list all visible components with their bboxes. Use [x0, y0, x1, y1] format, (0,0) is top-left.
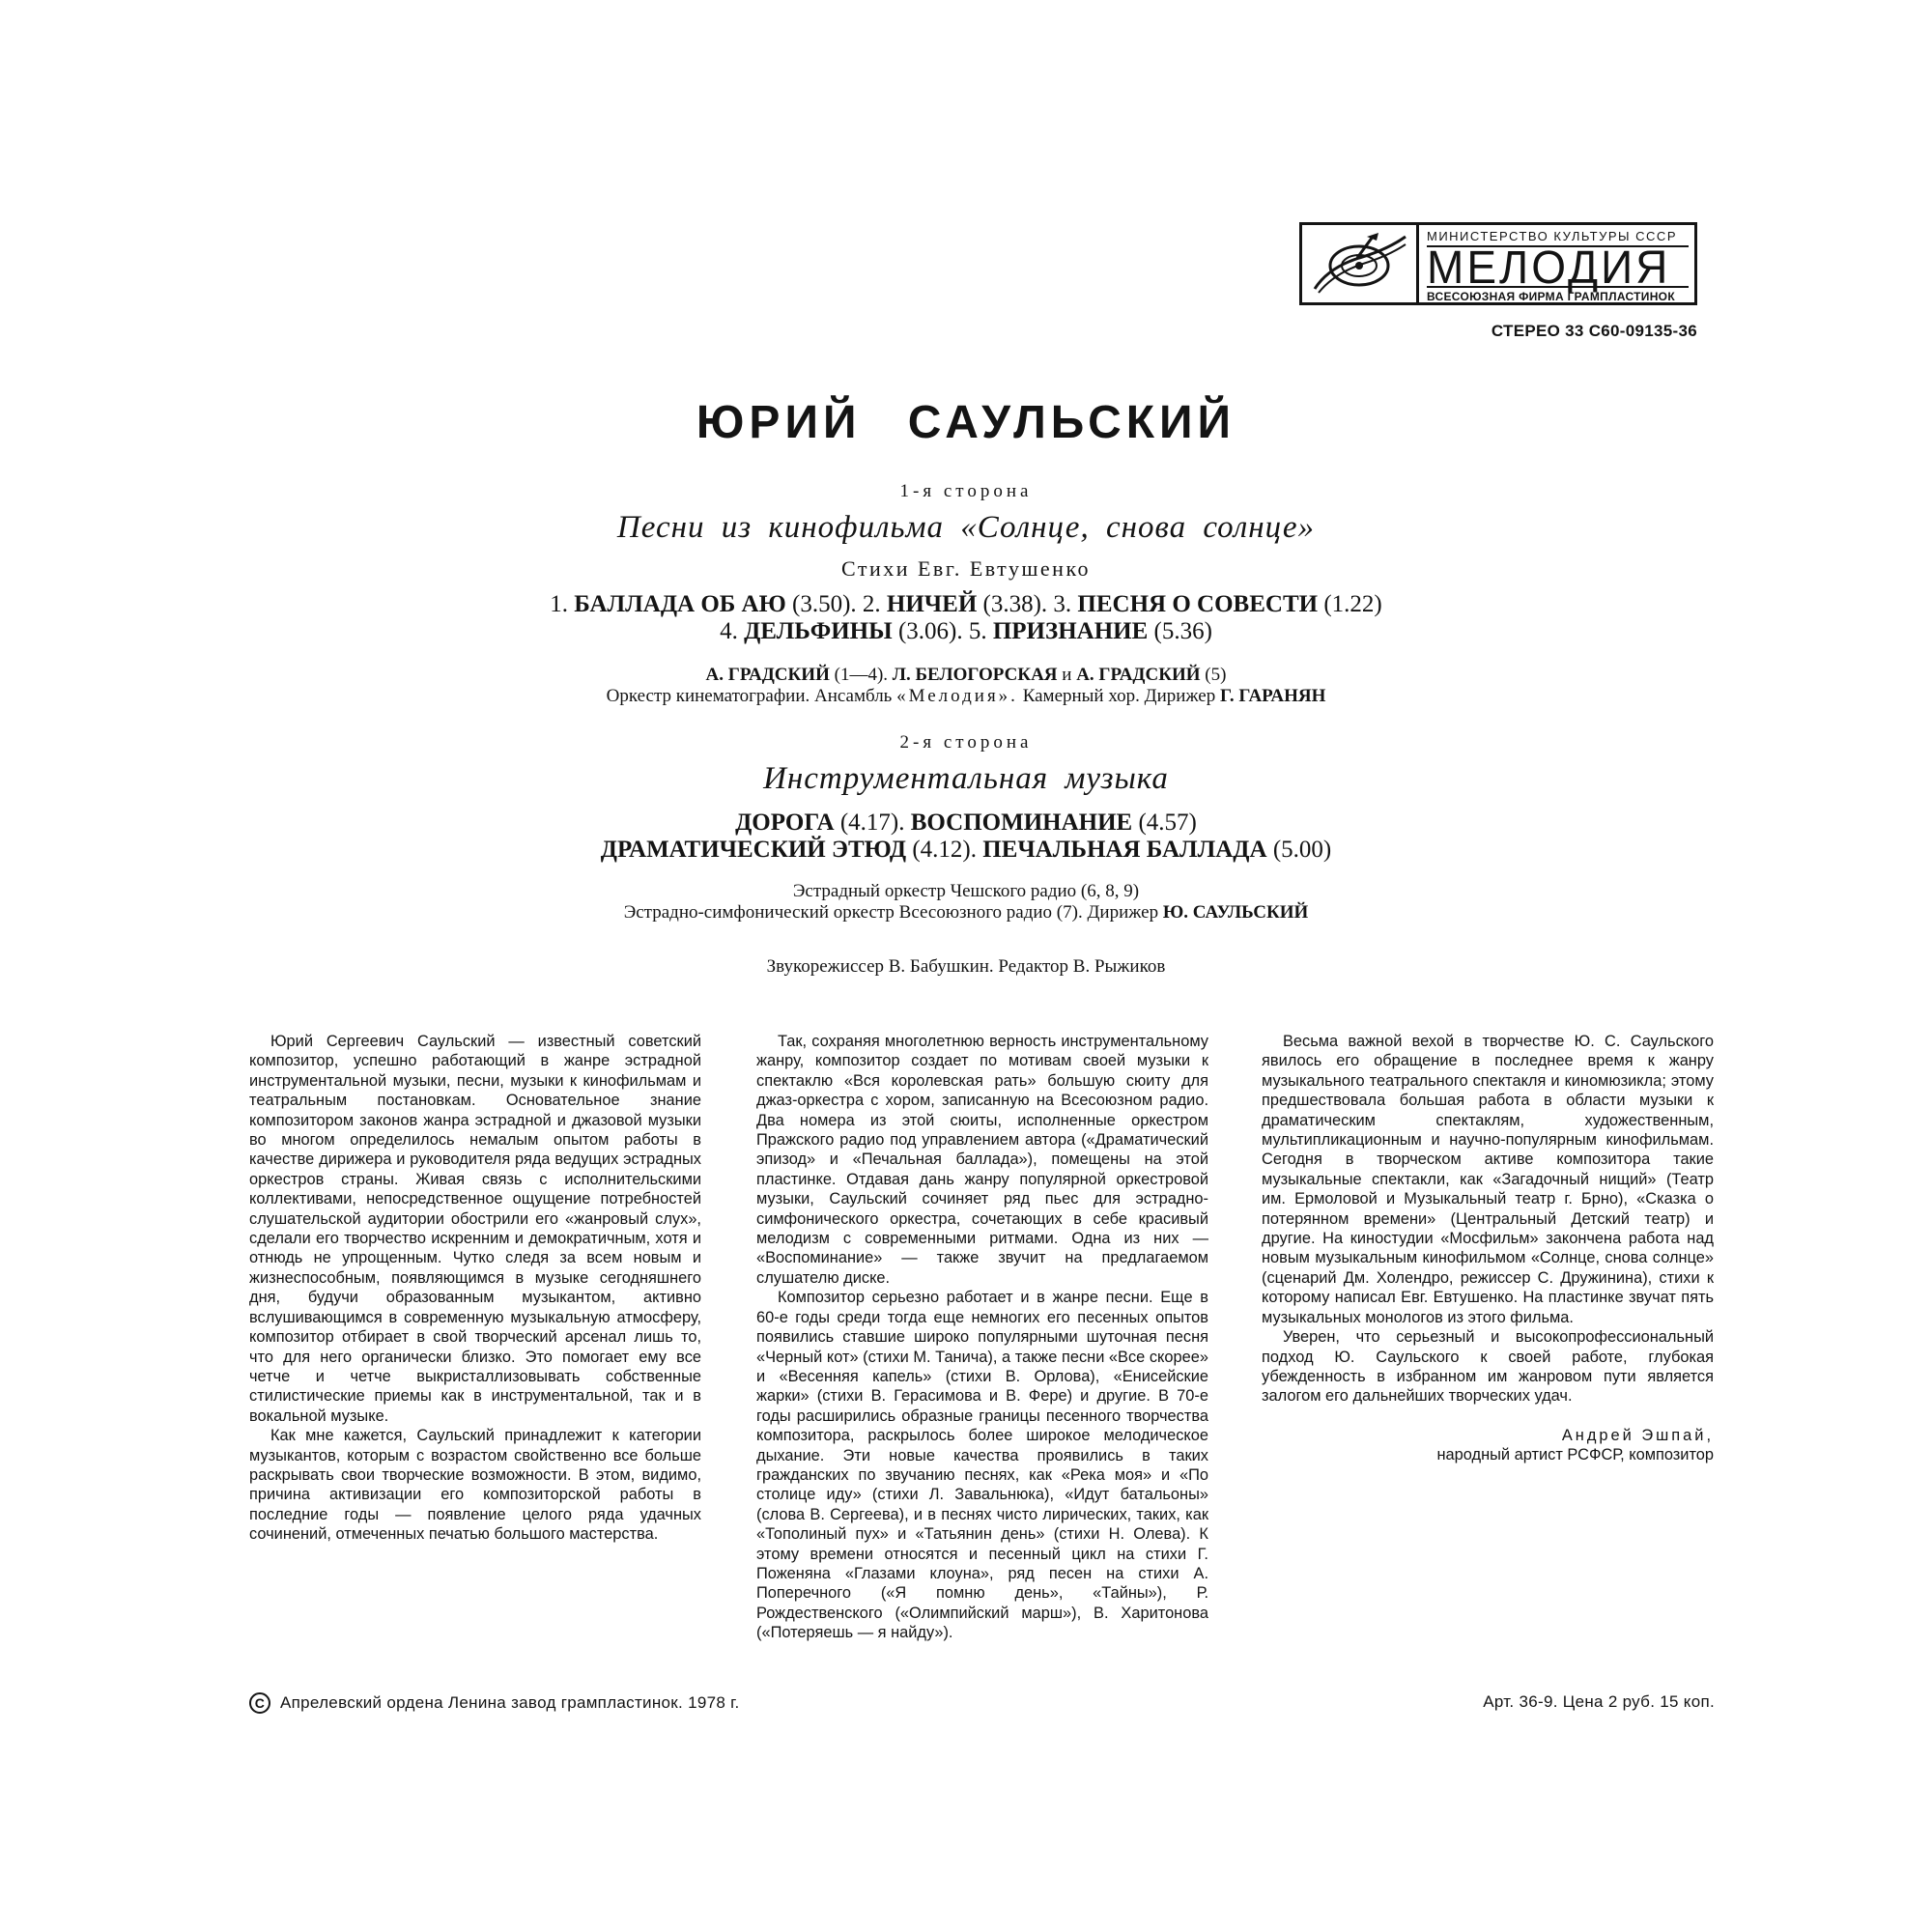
ensemble-name: «Мелодия».	[896, 686, 1018, 706]
side-1-tracks-line-1	[0, 591, 1932, 618]
side-2-title: Инструментальная музыка	[763, 761, 1169, 796]
logo-ministry: МИНИСТЕРСТВО КУЛЬТУРЫ СССР	[1427, 229, 1689, 247]
track-title: ДЕЛЬФИНЫ	[744, 618, 893, 644]
side-1-label: 1-я сторона	[899, 481, 1033, 501]
track-title: ПЕСНЯ О СОВЕСТИ	[1077, 591, 1319, 617]
track-title: ПЕЧАЛЬНАЯ БАЛЛАДА	[982, 837, 1267, 863]
track-duration: (4.12).	[912, 837, 978, 863]
artist-name: ЮРИЙ САУЛЬСКИЙ	[696, 397, 1236, 448]
track-duration: (1.22)	[1323, 591, 1382, 617]
performer-name: Л. БЕЛОГОРСКАЯ	[892, 665, 1058, 685]
signature-name: Андрей Эшпай,	[1561, 1426, 1714, 1444]
orchestra-text: Камерный хор. Дирижер	[1022, 686, 1216, 706]
track-number: 4.	[720, 618, 738, 644]
orchestra-text: Эстрадно-симфонический оркестр Всесоюзного радио (7). Дирижер	[623, 902, 1159, 923]
paragraph: Юрий Сергеевич Саульский — известный советский композитор, успешно работающий в жанре эстрадной инструментальной музыки, песни, музыки к кинофильмам и театральным постановкам. Основательное знание композитором законов жанра эстрадной и джазовой музыки во многом определилось немалым опытом работы в качестве дирижера и руководителя ряда ведущих эстрадных оркестров страны. Живая связь с исполнительскими коллективами, непосредственное ощущение потребностей слушательской аудитории обострили его «жанровый слух», сделали его творчество искренним и демократичным, хотя и отнюдь не упрощенным. Чутко следя за всем новым и жизнеспособным, появляющимся в музыке сегодняшнего дня, будучи образованным музыкантом, активно вслушивающимся в современную музыкальную атмосферу, композитор отбирает в свой творческий арсенал лишь то, что для него органически близко. Это помогает ему все четче и четче выкристаллизовывать собственные стилистические приемы как в инструментальной, так и в вокальной музыке.	[249, 1033, 701, 1425]
liner-notes-column-2	[756, 1032, 1208, 1643]
track-duration: (3.06).	[897, 618, 963, 644]
copyright-line	[249, 1692, 740, 1714]
performer-name: А. ГРАДСКИЙ	[1076, 665, 1201, 685]
performer-conjunction: и	[1062, 665, 1072, 685]
logo-firm: ВСЕСОЮЗНАЯ ФИРМА ГРАМПЛАСТИНОК	[1427, 286, 1689, 303]
melodiya-logo	[1299, 222, 1697, 305]
track-number: 3.	[1053, 591, 1072, 617]
side-2-tracks-line-1	[0, 810, 1932, 837]
track-number: 2.	[862, 591, 881, 617]
liner-notes-column-1	[249, 1032, 701, 1545]
logo-brand: МЕЛОДИЯ	[1427, 240, 1671, 294]
side-2-orchestra-1: Эстрадный оркестр Чешского радио (6, 8, 9)	[792, 881, 1140, 901]
copyright-icon: C	[249, 1692, 270, 1714]
track-title: ВОСПОМИНАНИЕ	[910, 810, 1133, 836]
orchestra-text: Оркестр кинематографии. Ансамбль	[606, 686, 893, 706]
side-2-orchestra-2	[0, 902, 1932, 923]
performer-tracks: (1—4).	[834, 665, 889, 685]
side-1-title: Песни из кинофильма «Солнце, снова солнце»	[616, 510, 1316, 545]
track-number: 5.	[968, 618, 987, 644]
performer-name: А. ГРАДСКИЙ	[705, 665, 830, 685]
track-title: ДРАМАТИЧЕСКИЙ ЭТЮД	[600, 837, 907, 863]
track-duration: (4.57)	[1138, 810, 1197, 836]
conductor-name: Г. ГАРАНЯН	[1219, 686, 1326, 706]
track-title: ПРИЗНАНИЕ	[992, 618, 1149, 644]
price: Арт. 36-9. Цена 2 руб. 15 коп.	[1483, 1692, 1715, 1711]
track-title: БАЛЛАДА ОБ АЮ	[574, 591, 786, 617]
paragraph: Весьма важной вехой в творчестве Ю. С. Саульского явилось его обращение в последнее время к жанру музыкального театрального спектакля и киномюзикла; этому предшествовала большая работа в области музыки к драматическим спектаклям, художественным, мультипликационным и научно-популярным кинофильмам. Сегодня в творческом активе композитора такие музыкальные спектакли, как «Загадочный нищий» (Театр им. Ермоловой и Музыкальный театр г. Брно), «Сказка о потерянном времени» (Центральный Детский театр) и другие. На киностудии «Мосфильм» закончена работа над новым музыкальным кинофильмом «Солнце, снова солнце» (сценарий Дм. Холендро, режиссер С. Дружинина), стихи к которому написал Евг. Евтушенко. На пластинке звучат пять музыкальных монологов из этого фильма.	[1262, 1033, 1714, 1326]
credits: Звукорежиссер В. Бабушкин. Редактор В. Рыжиков	[766, 956, 1166, 977]
track-duration: (3.50).	[792, 591, 857, 617]
side-1-tracks-line-2	[0, 618, 1932, 645]
liner-notes-column-3	[1262, 1032, 1714, 1465]
gramophone-logo-icon	[1302, 225, 1419, 302]
conductor-name: Ю. САУЛЬСКИЙ	[1162, 902, 1309, 923]
side-1-orchestra	[0, 686, 1932, 707]
track-duration: (3.38).	[982, 591, 1048, 617]
side-1-performers	[0, 665, 1932, 686]
side-1-lyrics: Стихи Евг. Евтушенко	[840, 556, 1092, 581]
paragraph: Композитор серьезно работает и в жанре песни. Еще в 60-е годы среди тогда еще немногих его песенных опытов появились ставшие широко популярными шуточная песня «Черный кот» (стихи М. Танича), а также песни «Все скорее» и «Весенняя капель» (стихи В. Орлова), «Енисейские жарки» (стихи В. Герасимова и В. Фере) и другие. В 70-е годы расширились образные границы песенного творчества композитора, раскрылось более широкое мелодическое дыхание. Эти новые качества проявились в таких гражданских по звучанию песнях, как «Река моя» и «По столице иду» (стихи Л. Завальнюка), «Идут батальоны» (слова В. Сергеева), и в песнях чисто лирических, таких, как «Тополиный пух» и «Татьянин день» (стихи Н. Олева). К этому времени относятся и песенный цикл на стихи Г. Поженяна «Глазами клоуна», ряд песен на стихи А. Поперечного («Я помню день», «Тайны»), Р. Рождественского («Олимпийский марш»), В. Харитонова («Потеряешь — я найду»).	[756, 1289, 1208, 1642]
track-duration: (5.00)	[1272, 837, 1332, 863]
side-2-label: 2-я сторона	[899, 732, 1033, 753]
track-duration: (4.17).	[839, 810, 905, 836]
paragraph: Как мне кажется, Саульский принадлежит к категории музыкантов, которым с возрастом свойственно все больше раскрывать свои творческие возможности. В этом, видимо, причина активизации его композиторской работы в последние годы — появление целого ряда удачных сочинений, отмеченных печатью большого мастерства.	[249, 1427, 701, 1544]
paragraph: Уверен, что серьезный и высокопрофессиональный подход Ю. Саульского к своей работе, глубокая убежденность в избранном им жанровом пути является залогом его дальнейших творческих удач.	[1262, 1328, 1714, 1406]
track-title: НИЧЕЙ	[886, 591, 978, 617]
signature	[1262, 1426, 1714, 1465]
track-duration: (5.36)	[1153, 618, 1212, 644]
track-title: ДОРОГА	[735, 810, 835, 836]
side-2-tracks-line-2	[0, 837, 1932, 864]
track-number: 1.	[550, 591, 568, 617]
manufacturer: Апрелевский ордена Ленина завод грампластинок. 1978 г.	[280, 1693, 740, 1712]
paragraph: Так, сохраняя многолетнюю верность инструментальному жанру, композитор создает по мотивам своей музыки к спектаклю «Вся королевская рать» большую сюиту для джаз-оркестра с хором, записанную на Всесоюзном радио. Два номера из этой сюиты, исполненные оркестром Пражского радио под управлением автора («Драматический эпизод» и «Печальная баллада»), помещены на этой пластинке. Отдавая дань жанру популярной оркестровой музыки, Саульский сочиняет ряд пьес для эстрадно-симфонического оркестра, сочетающих в себе красивый мелодизм с современными ритмами. Одна из них — «Воспоминание» — также звучит на предлагаемом слушателю диске.	[756, 1033, 1208, 1287]
signature-title: народный артист РСФСР, композитор	[1436, 1446, 1714, 1464]
catalog-number: СТЕРЕО 33 С60-09135-36	[1491, 322, 1697, 340]
performer-tracks: (5)	[1205, 665, 1227, 685]
